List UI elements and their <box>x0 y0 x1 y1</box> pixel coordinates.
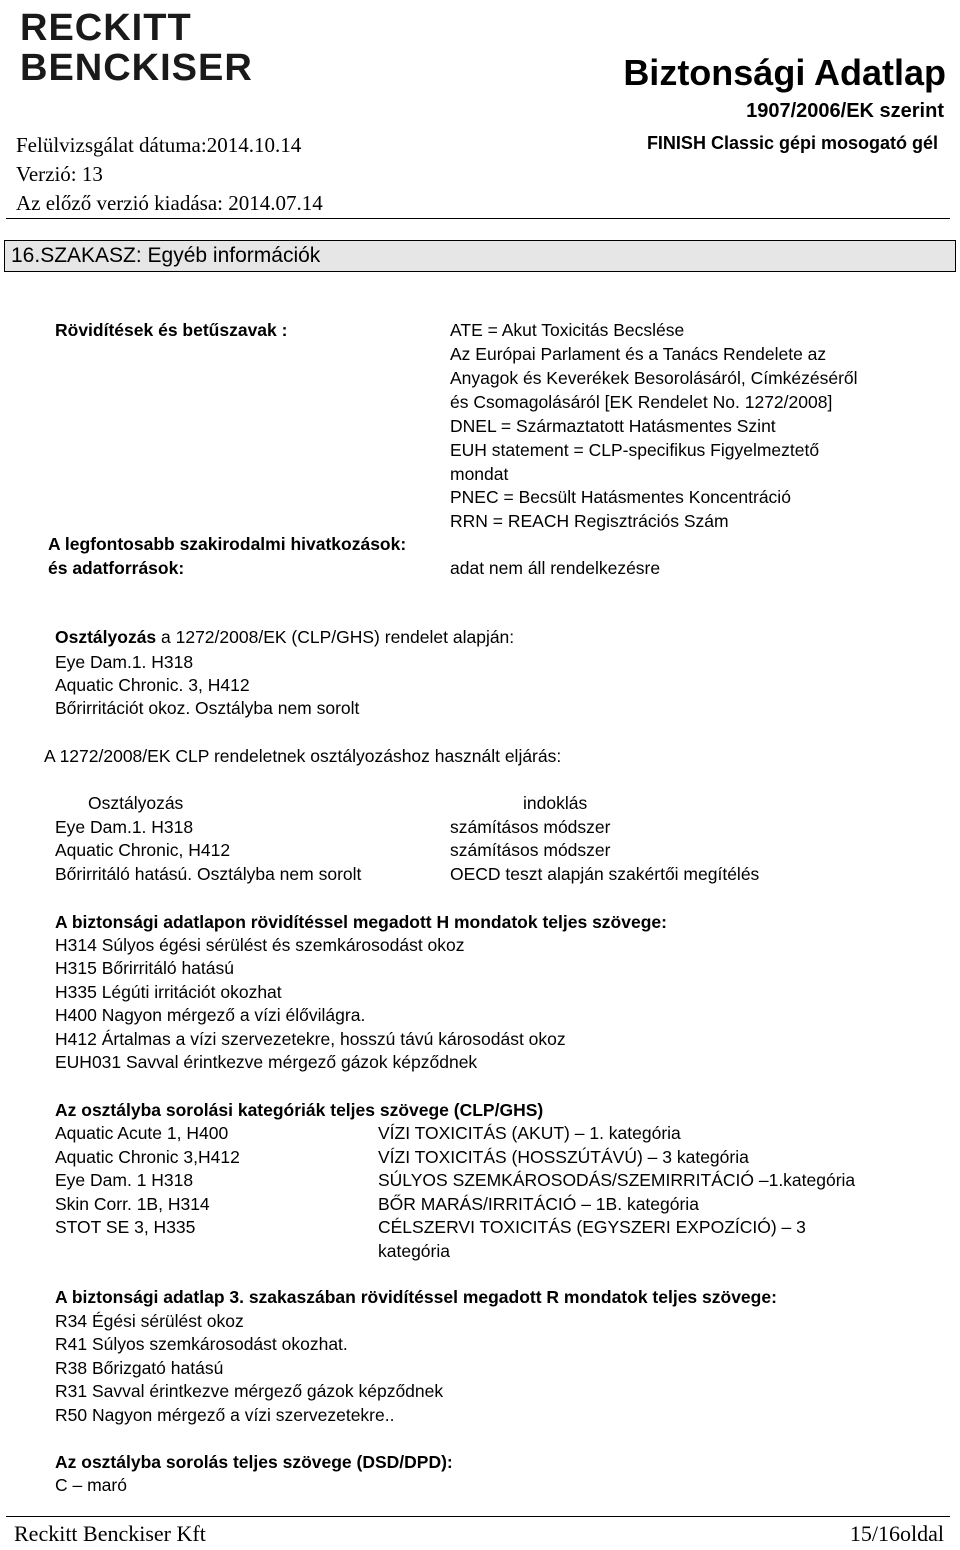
category-text: BŐR MARÁS/IRRITÁCIÓ – 1B. kategória <box>378 1194 699 1214</box>
category-code: Aquatic Acute 1, H400 <box>55 1123 229 1143</box>
abbreviation-line: RRN = REACH Regisztrációs Szám <box>450 511 729 531</box>
dsd-line: C – maró <box>55 1475 127 1495</box>
category-text: SÚLYOS SZEMKÁROSODÁS/SZEMIRRITÁCIÓ –1.kategória <box>378 1170 856 1190</box>
procedure-col1-header: Osztályozás <box>88 793 184 813</box>
regulation-reference: 1907/2006/EK szerint <box>746 100 944 122</box>
h-statement: EUH031 Savval érintkezve mérgező gázok képződnek <box>55 1052 478 1072</box>
version: Verzió: 13 <box>16 162 103 186</box>
abbreviation-line: és Csomagolásáról [EK Rendelet No. 1272/2008] <box>450 392 833 412</box>
procedure-classification: Eye Dam.1. H318 <box>55 817 194 837</box>
abbreviation-line: EUH statement = CLP-specifikus Figyelmeztető <box>450 440 820 460</box>
section-header <box>4 240 956 272</box>
category-text: VÍZI TOXICITÁS (AKUT) – 1. kategória <box>378 1123 681 1143</box>
category-code: Eye Dam. 1 H318 <box>55 1170 194 1190</box>
category-code: STOT SE 3, H335 <box>55 1217 196 1237</box>
references-value: adat nem áll rendelkezésre <box>450 558 661 578</box>
h-statement: H400 Nagyon mérgező a vízi élővilágra. <box>55 1005 366 1025</box>
footer-company: Reckitt Benckiser Kft <box>14 1521 206 1546</box>
h-statement: H412 Ártalmas a vízi szervezetekre, hosszú távú károsodást okoz <box>55 1029 566 1049</box>
classification-line: Bőrirritációt okoz. Osztályba nem sorolt <box>55 698 360 718</box>
r-statement: R34 Égési sérülést okoz <box>55 1311 244 1331</box>
product-name: FINISH Classic gépi mosogató gél <box>646 133 938 153</box>
r-statement: R41 Súlyos szemkárosodást okozhat. <box>55 1334 348 1354</box>
category-text: VÍZI TOXICITÁS (HOSSZÚTÁVÚ) – 3 kategória <box>378 1147 749 1167</box>
classification-heading-bold: Osztályozás <box>55 627 157 647</box>
abbreviation-line: mondat <box>450 464 509 484</box>
category-code: Skin Corr. 1B, H314 <box>55 1194 210 1214</box>
r-statement: R38 Bőrizgató hatású <box>55 1358 224 1378</box>
previous-version-date: Az előző verzió kiadása: 2014.07.14 <box>16 191 323 215</box>
procedure-col2-header: indoklás <box>523 793 588 813</box>
revision-date: Felülvizsgálat dátuma:2014.10.14 <box>16 133 302 157</box>
classification-heading <box>55 627 514 648</box>
abbreviation-line: PNEC = Becsült Hatásmentes Koncentráció <box>450 487 791 507</box>
header-divider <box>6 218 950 219</box>
category-code: Aquatic Chronic 3,H412 <box>55 1147 240 1167</box>
logo-line-2: BENCKISER <box>20 47 253 89</box>
references-label-1: A legfontosabb szakirodalmi hivatkozások: <box>48 534 407 554</box>
procedure-reason: számításos módszer <box>450 840 611 860</box>
references-label-2: és adatforrások: <box>48 558 185 578</box>
classification-heading-rest: a 1272/2008/EK (CLP/GHS) rendelet alapján: <box>156 627 515 647</box>
document-title: Biztonsági Adatlap <box>623 52 946 93</box>
dsd-heading: Az osztályba sorolás teljes szövege (DSD/DPD): <box>55 1452 453 1472</box>
h-statement: H335 Légúti irritációt okozhat <box>55 982 282 1002</box>
abbreviation-line: Az Európai Parlament és a Tanács Rendelete az <box>450 344 827 364</box>
h-statement: H315 Bőrirritáló hatású <box>55 958 234 978</box>
company-logo <box>20 7 253 90</box>
categories-heading: Az osztályba sorolási kategóriák teljes szövege (CLP/GHS) <box>55 1100 544 1120</box>
logo-line-1: RECKITT <box>20 7 192 49</box>
r-statement: R50 Nagyon mérgező a vízi szervezetekre.. <box>55 1405 395 1425</box>
footer-page-number: 15/16oldal <box>849 1521 944 1546</box>
category-text-continuation: kategória <box>378 1241 450 1261</box>
procedure-reason: OECD teszt alapján szakértői megítélés <box>450 864 760 884</box>
h-statement: H314 Súlyos égési sérülést és szemkárosodást okoz <box>55 935 465 955</box>
category-text: CÉLSZERVI TOXICITÁS (EGYSZERI EXPOZÍCIÓ) – 3 <box>378 1217 806 1237</box>
abbreviation-line: ATE = Akut Toxicitás Becslése <box>450 320 685 340</box>
r-statement: R31 Savval érintkezve mérgező gázok képződnek <box>55 1381 444 1401</box>
classification-line: Aquatic Chronic. 3, H412 <box>55 675 250 695</box>
abbreviation-line: Anyagok és Keverékek Besorolásáról, Címkézéséről <box>450 368 858 388</box>
procedure-classification: Bőrirritáló hatású. Osztályba nem sorolt <box>55 864 362 884</box>
procedure-reason: számításos módszer <box>450 817 611 837</box>
footer-divider <box>6 1516 950 1517</box>
abbreviation-line: DNEL = Származtatott Hatásmentes Szint <box>450 416 776 436</box>
procedure-classification: Aquatic Chronic, H412 <box>55 840 231 860</box>
procedure-heading: A 1272/2008/EK CLP rendeletnek osztályozáshoz használt eljárás: <box>44 746 562 766</box>
classification-line: Eye Dam.1. H318 <box>55 652 194 672</box>
section-title: 16.SZAKASZ: Egyéb információk <box>11 244 321 267</box>
h-statements-heading: A biztonsági adatlapon rövidítéssel megadott H mondatok teljes szövege: <box>55 912 667 932</box>
abbreviations-label: Rövidítések és betűszavak : <box>55 320 288 340</box>
r-statements-heading: A biztonsági adatlap 3. szakaszában rövidítéssel megadott R mondatok teljes szövege: <box>55 1287 777 1307</box>
